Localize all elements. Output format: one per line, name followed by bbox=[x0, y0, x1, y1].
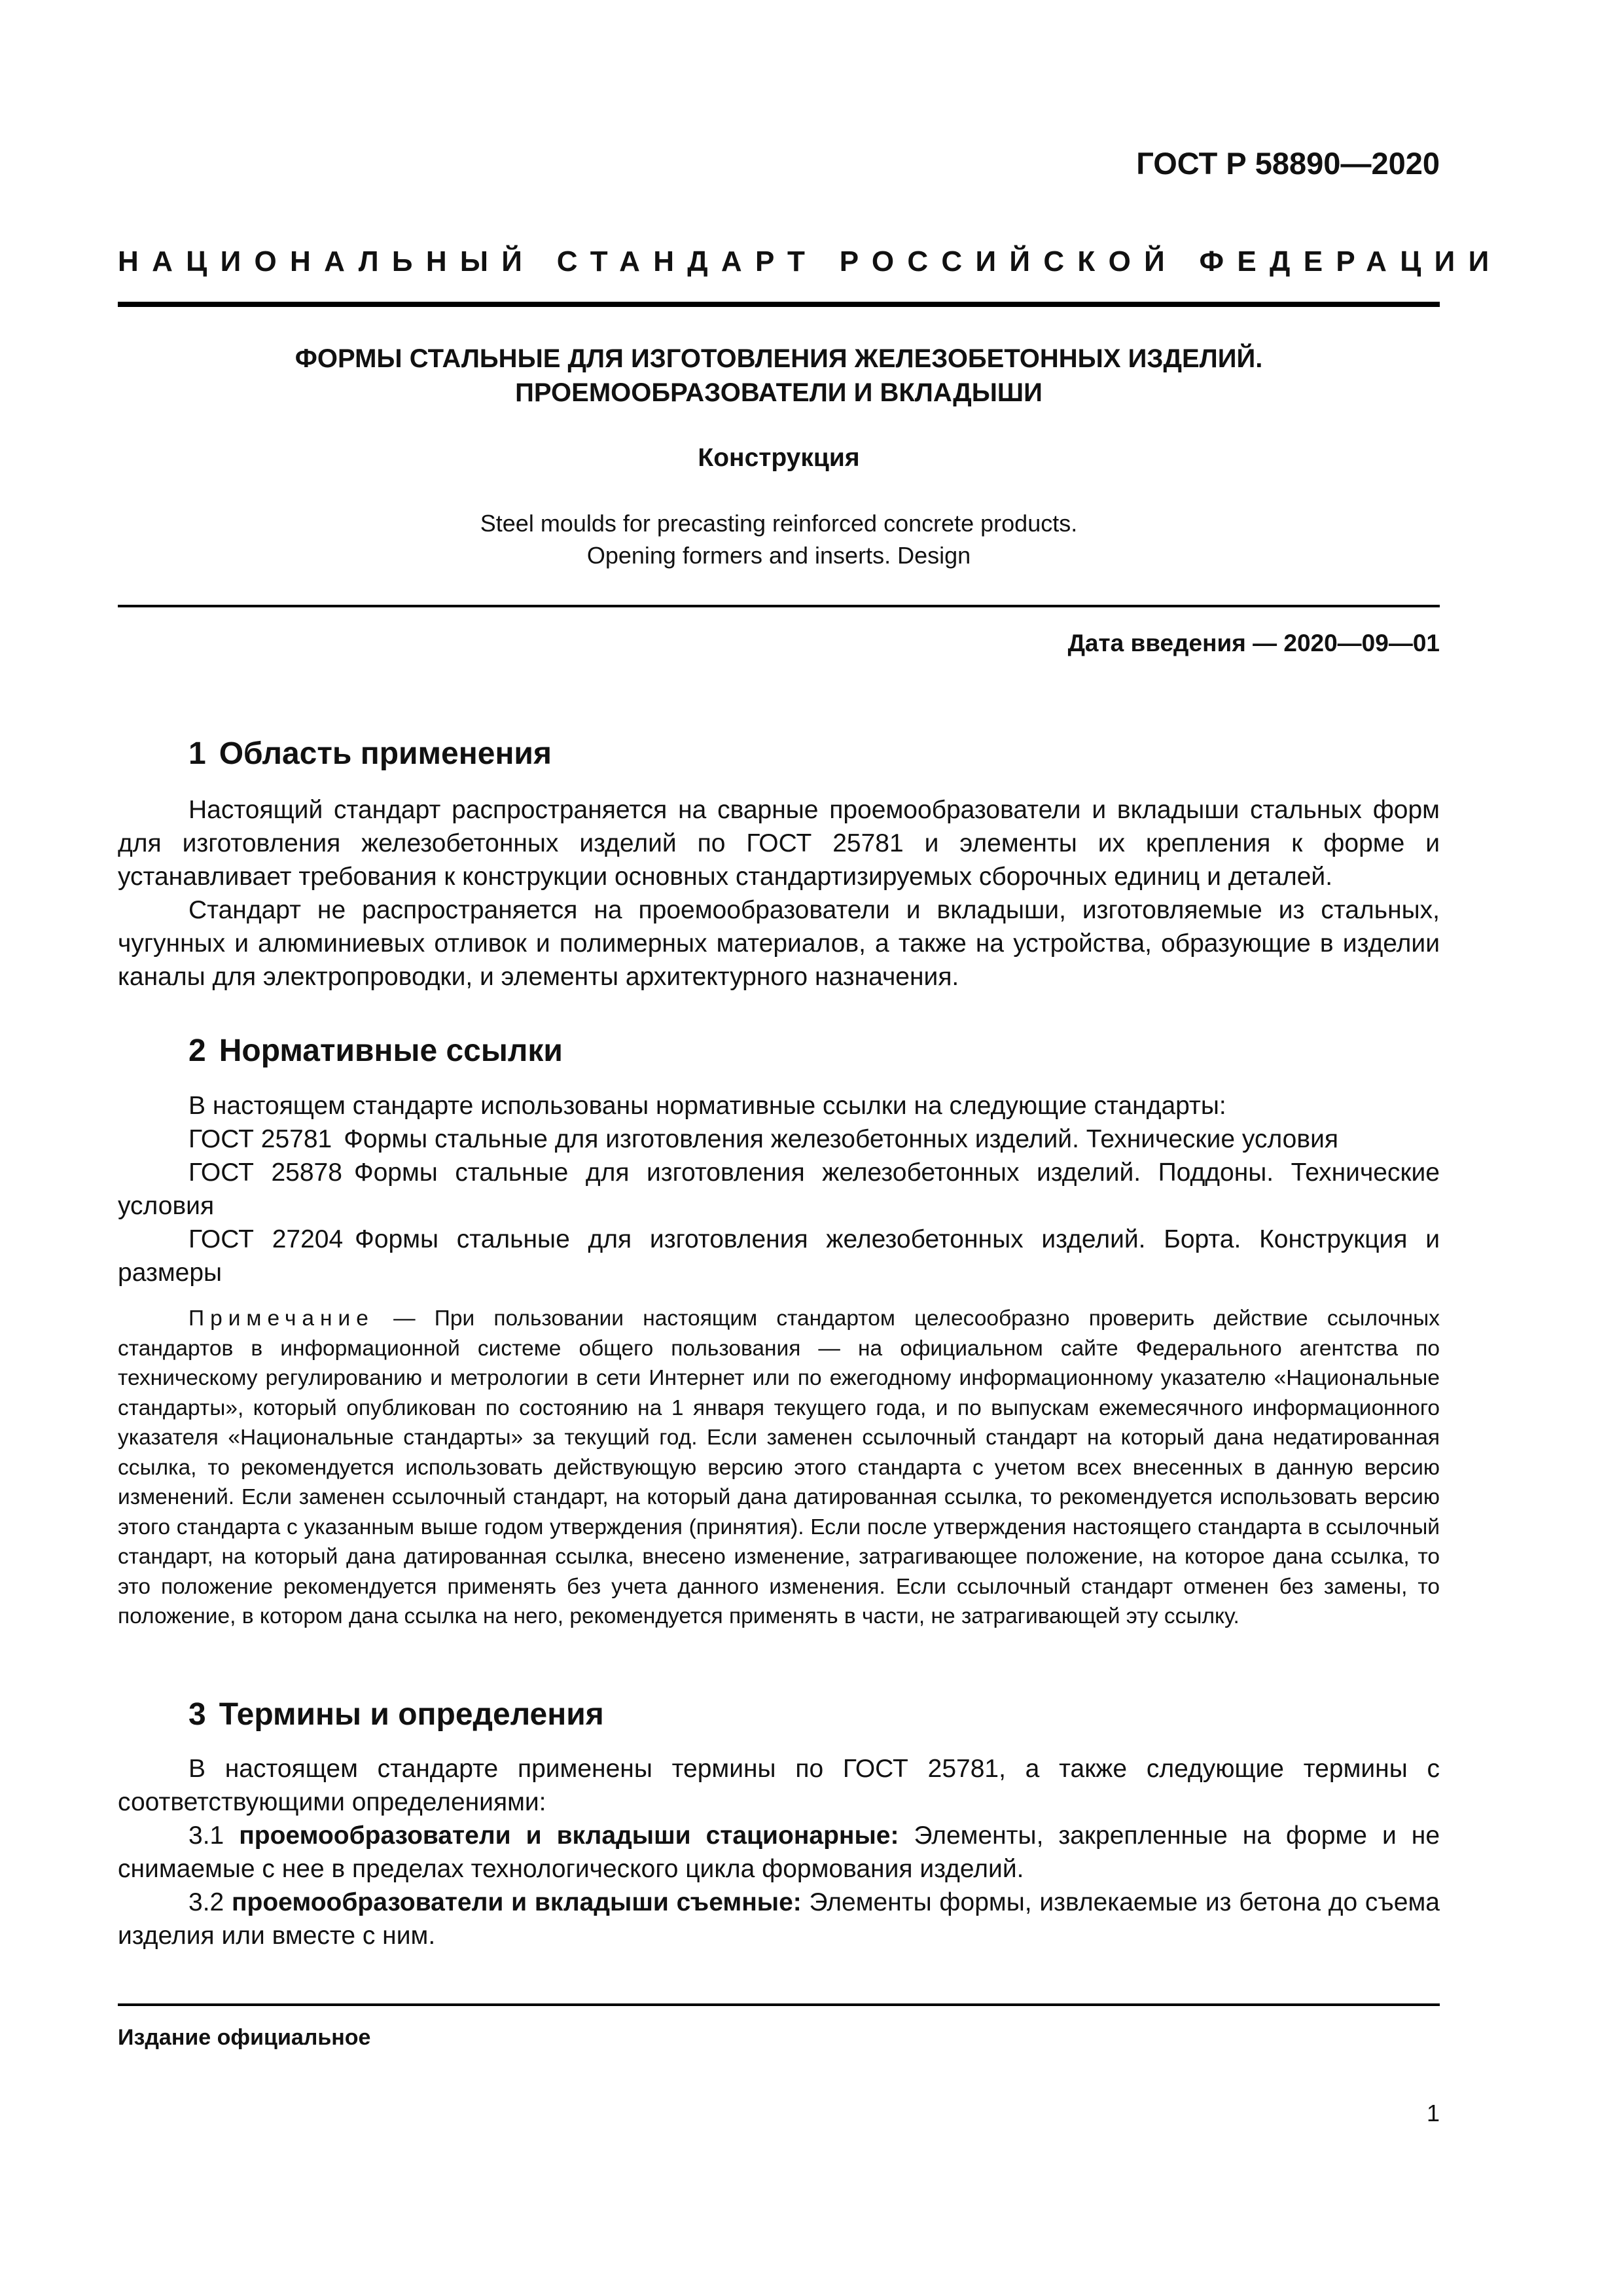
reference-code: ГОСТ 25878 bbox=[188, 1158, 342, 1187]
section-3-title: Термины и определения bbox=[219, 1697, 604, 1732]
english-title-line-1: Steel moulds for precasting reinforced concrete products. bbox=[480, 510, 1078, 537]
reference-code: ГОСТ 27204 bbox=[188, 1225, 344, 1253]
reference-note bbox=[118, 1304, 1440, 1632]
section-2-title: Нормативные ссылки bbox=[219, 1033, 563, 1068]
note-label: Примечание bbox=[188, 1306, 374, 1331]
english-title bbox=[118, 507, 1440, 571]
section-2-intro: В настоящем стандарте использованы нормативные ссылки на следующие стандарты: bbox=[188, 1092, 1226, 1120]
section-2-heading bbox=[188, 1033, 563, 1069]
title-line-2: ПРОЕМООБРАЗОВАТЕЛИ И ВКЛАДЫШИ bbox=[515, 378, 1043, 407]
section-3-intro: В настоящем стандарте применены термины по ГОСТ 25781, а также следующие термины с соответствующими определениями: bbox=[118, 1755, 1440, 1816]
reference-title: Формы стальные для изготовления железобетонных изделий. Борта. Конструкция и размеры bbox=[118, 1225, 1440, 1287]
header-rule bbox=[118, 302, 1440, 307]
reference-item bbox=[118, 1122, 1440, 1156]
term-definition bbox=[118, 1819, 1440, 1886]
term-number: 3.2 bbox=[188, 1888, 224, 1916]
english-title-line-2: Opening formers and inserts. Design bbox=[586, 542, 971, 569]
section-1-paragraph: Стандарт не распространяется на проемообразователи и вкладыши, изготовляемые из стальных, чугунных и алюминиевых отливок и полимерных материалов, а также на устройства, образующие в изделии каналы для электропроводки, и элементы архитектурного назначения. bbox=[118, 896, 1440, 991]
section-1-heading bbox=[188, 736, 552, 772]
document-subtitle: Конструкция bbox=[698, 444, 860, 472]
term-name: проемообразователи и вкладыши стационарные: bbox=[239, 1821, 899, 1850]
footer-rule bbox=[118, 2003, 1440, 2006]
term-definition-text: Элементы, закрепленные на форме и не снимаемые с нее в пределах технологического цикла формования изделий. bbox=[118, 1821, 1440, 1883]
document-page bbox=[118, 0, 1503, 2296]
reference-code: ГОСТ 25781 bbox=[188, 1125, 332, 1153]
section-2-body bbox=[118, 1089, 1440, 1289]
section-3-heading bbox=[188, 1696, 604, 1732]
document-title bbox=[118, 342, 1440, 410]
national-standard-banner: НАЦИОНАЛЬНЫЙ СТАНДАРТ РОССИЙСКОЙ ФЕДЕРАЦИИ bbox=[118, 245, 1503, 278]
term-name: проемообразователи и вкладыши съемные: bbox=[231, 1888, 802, 1916]
document-code: ГОСТ Р 58890—2020 bbox=[1136, 146, 1440, 181]
section-3-number: 3 bbox=[188, 1697, 206, 1732]
section-1-number: 1 bbox=[188, 736, 206, 771]
page-number: 1 bbox=[1426, 2100, 1440, 2126]
official-edition-label: Издание официальное bbox=[118, 2025, 371, 2050]
section-2-number: 2 bbox=[188, 1033, 206, 1068]
section-1-title: Область применения bbox=[219, 736, 552, 771]
section-3-body bbox=[118, 1752, 1440, 1952]
reference-item bbox=[118, 1223, 1440, 1289]
reference-title: Формы стальные для изготовления железобетонных изделий. Поддоны. Технические условия bbox=[118, 1158, 1440, 1220]
note-paragraph bbox=[118, 1304, 1440, 1632]
term-number: 3.1 bbox=[188, 1821, 224, 1850]
reference-item bbox=[118, 1156, 1440, 1223]
reference-title: Формы стальные для изготовления железобетонных изделий. Технические условия bbox=[344, 1125, 1338, 1153]
introduction-date: Дата введения — 2020—09—01 bbox=[1067, 630, 1440, 656]
note-text: — При пользовании настоящим стандартом целесообразно проверить действие ссылочных стандартов в информационной системе общего пользования — на официальном сайте Федерального агентства по техническому регулированию и метрологии в сети Интернет или по ежегодному информационному указателю «Национальные стандарты», который опубликован по состоянию на 1 января текущего года, и по выпускам ежемесячного информационного указателя «Национальные стандарты» за текущий год. Если заменен ссылочный стандарт на который дана недатированная ссылка, то рекомендуется использовать действующую версию этого стандарта с учетом всех внесенных в данную версию изменений. Если заменен ссылочный стандарт, на который дана датированная ссылка, то рекомендуется использовать версию этого стандарта с указанным выше годом утверждения (принятия). Если после утверждения настоящего стандарта в ссылочный стандарт, на который дана датированная ссылка, внесено изменение, затрагивающее положение, на которое дана ссылка, то это положение рекомендуется применять без учета данного изменения. Если ссылочный стандарт отменен без замены, то положение, в котором дана ссылка на него, рекомендуется применять в части, не затрагивающей эту ссылку. bbox=[118, 1306, 1440, 1628]
title-rule bbox=[118, 605, 1440, 607]
section-1-paragraph: Настоящий стандарт распространяется на сварные проемообразователи и вкладыши стальных форм для изготовления железобетонных изделий по ГОСТ 25781 и элементы их крепления к форме и устанавливает требования к конструкции основных стандартизируемых сборочных единиц и деталей. bbox=[118, 796, 1440, 891]
title-line-1: ФОРМЫ СТАЛЬНЫЕ ДЛЯ ИЗГОТОВЛЕНИЯ ЖЕЛЕЗОБЕТОННЫХ ИЗДЕЛИЙ. bbox=[294, 344, 1263, 373]
section-1-body bbox=[118, 793, 1440, 994]
term-definition-text: Элементы формы, извлекаемые из бетона до съема изделия или вместе с ним. bbox=[118, 1888, 1440, 1950]
term-definition bbox=[118, 1886, 1440, 1952]
